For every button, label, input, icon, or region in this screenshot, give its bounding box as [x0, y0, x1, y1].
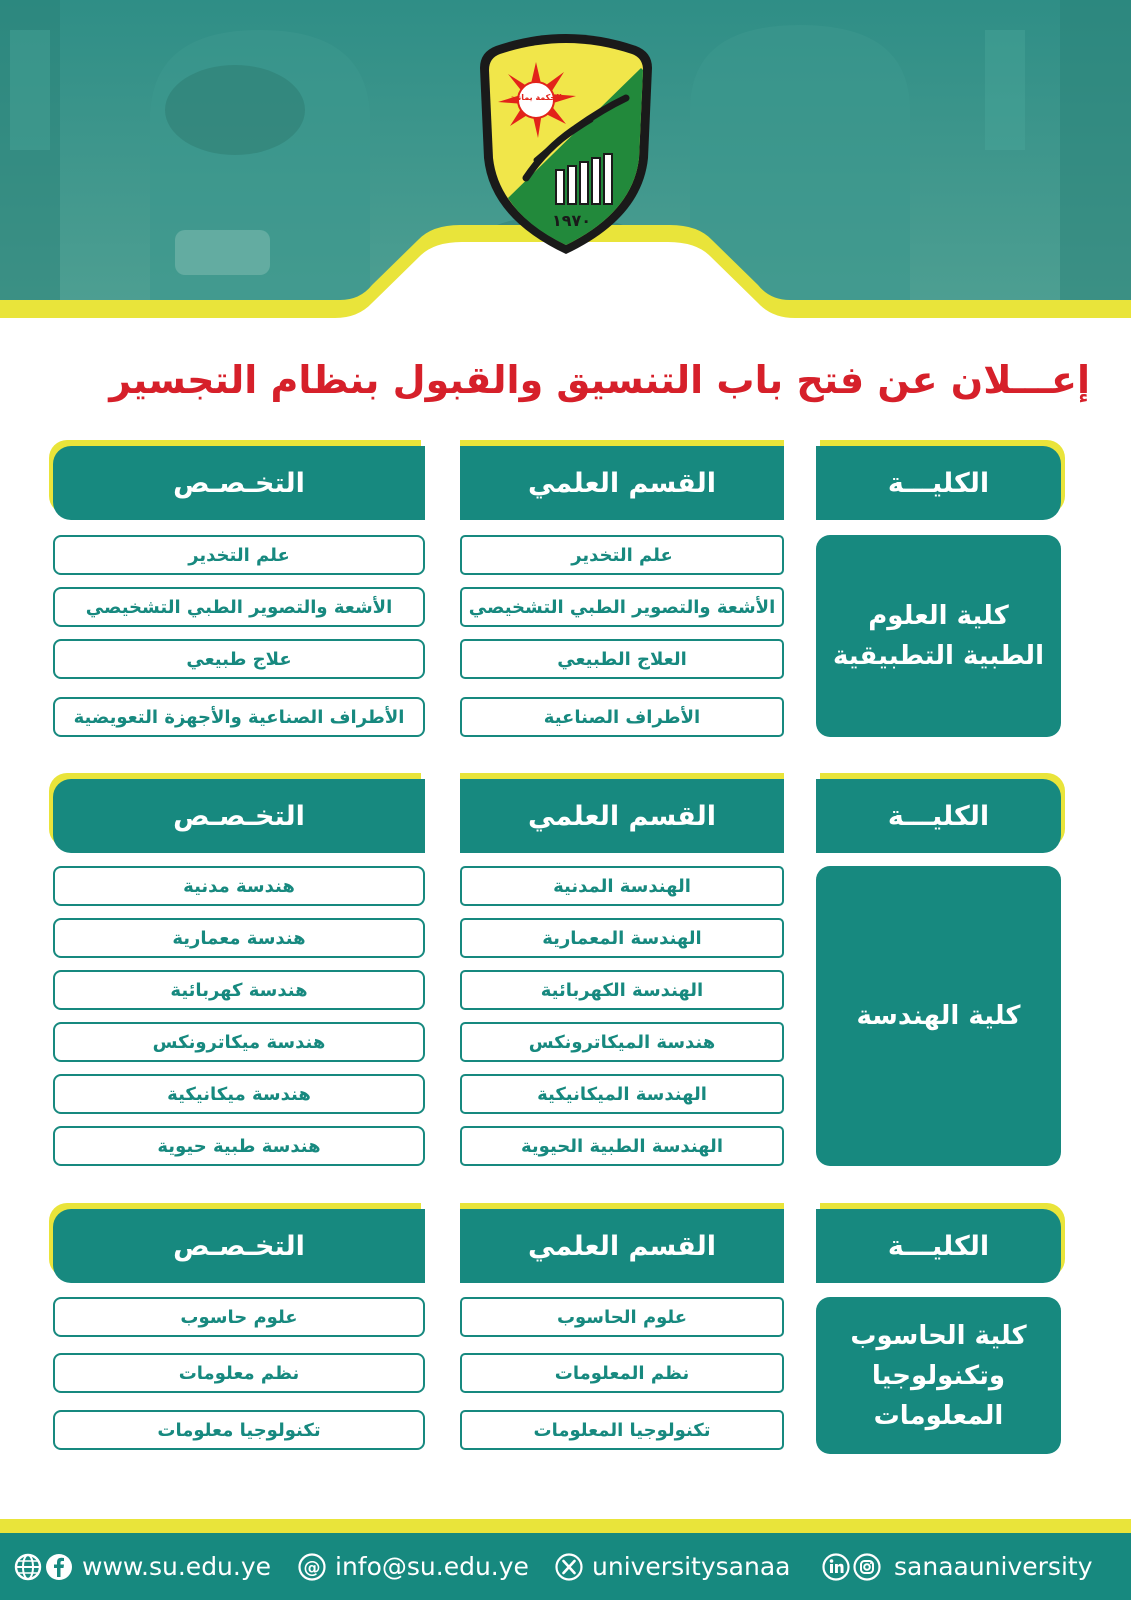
college-computer-it: كلية الحاسوب وتكنولوجيا المعلومات [816, 1297, 1061, 1454]
footer-x[interactable] [555, 1533, 791, 1600]
header-department: القسم العلمي [460, 446, 784, 520]
social-handle-text: sanaauniversity [894, 1552, 1093, 1581]
footer-accent-line [0, 1519, 1131, 1533]
specialization-cell: علم التخدير [53, 535, 425, 575]
department-cell: نظم المعلومات [460, 1353, 784, 1393]
specialization-cell: هندسة كهربائية [53, 970, 425, 1010]
instagram-icon [853, 1553, 881, 1581]
header-college: الكليـــة [816, 779, 1061, 853]
at-icon [298, 1553, 326, 1581]
department-cell: الهندسة المدنية [460, 866, 784, 906]
specialization-cell: تكنولوجيا معلومات [53, 1410, 425, 1450]
header-department: القسم العلمي [460, 1209, 784, 1283]
globe-icon [14, 1553, 42, 1581]
specialization-cell: هندسة معمارية [53, 918, 425, 958]
footer-website[interactable] [14, 1533, 271, 1600]
svg-text:@: @ [303, 1557, 321, 1578]
department-cell: الأشعة والتصوير الطبي التشخيصي [460, 587, 784, 627]
footer-email[interactable] [298, 1533, 529, 1600]
header-specialization: التخـصـص [53, 1209, 425, 1283]
specialization-cell: هندسة طبية حيوية [53, 1126, 425, 1166]
department-cell: الهندسة الميكانيكية [460, 1074, 784, 1114]
specialization-cell: الأطراف الصناعية والأجهزة التعويضية [53, 697, 425, 737]
footer-social[interactable] [822, 1533, 1093, 1600]
header-specialization: التخـصـص [53, 779, 425, 853]
college-engineering: كلية الهندسة [816, 866, 1061, 1166]
x-icon [555, 1553, 583, 1581]
logo-motto: الحكمة يمانية [510, 93, 562, 102]
logo-year: ١٩٧٠ [552, 211, 592, 230]
email-text: info@su.edu.ye [335, 1552, 529, 1581]
university-logo [466, 28, 666, 258]
x-handle-text: universitysanaa [592, 1552, 791, 1581]
header-banner [0, 0, 1131, 330]
header-specialization: التخـصـص [53, 446, 425, 520]
department-cell: هندسة الميكاترونكس [460, 1022, 784, 1062]
page-title: إعـــلان عن فتح باب التنسيق والقبول بنظام التجسير [109, 358, 1090, 402]
header-college: الكليـــة [816, 446, 1061, 520]
footer-bar [0, 1533, 1131, 1600]
facebook-icon [45, 1553, 73, 1581]
website-text: www.su.edu.ye [82, 1552, 272, 1581]
linkedin-icon [822, 1553, 850, 1581]
department-cell: الهندسة المعمارية [460, 918, 784, 958]
specialization-cell: نظم معلومات [53, 1353, 425, 1393]
department-cell: الهندسة الطبية الحيوية [460, 1126, 784, 1166]
specialization-cell: علوم حاسوب [53, 1297, 425, 1337]
department-cell: علم التخدير [460, 535, 784, 575]
specialization-cell: علاج طبيعي [53, 639, 425, 679]
department-cell: الهندسة الكهربائية [460, 970, 784, 1010]
specialization-cell: هندسة ميكانيكية [53, 1074, 425, 1114]
specialization-cell: هندسة مدنية [53, 866, 425, 906]
department-cell: تكنولوجيا المعلومات [460, 1410, 784, 1450]
specialization-cell: الأشعة والتصوير الطبي التشخيصي [53, 587, 425, 627]
header-department: القسم العلمي [460, 779, 784, 853]
department-cell: العلاج الطبيعي [460, 639, 784, 679]
college-applied-medical-sciences: كلية العلوم الطبية التطبيقية [816, 535, 1061, 737]
specialization-cell: هندسة ميكاترونكس [53, 1022, 425, 1062]
department-cell: علوم الحاسوب [460, 1297, 784, 1337]
header-college: الكليـــة [816, 1209, 1061, 1283]
department-cell: الأطراف الصناعية [460, 697, 784, 737]
